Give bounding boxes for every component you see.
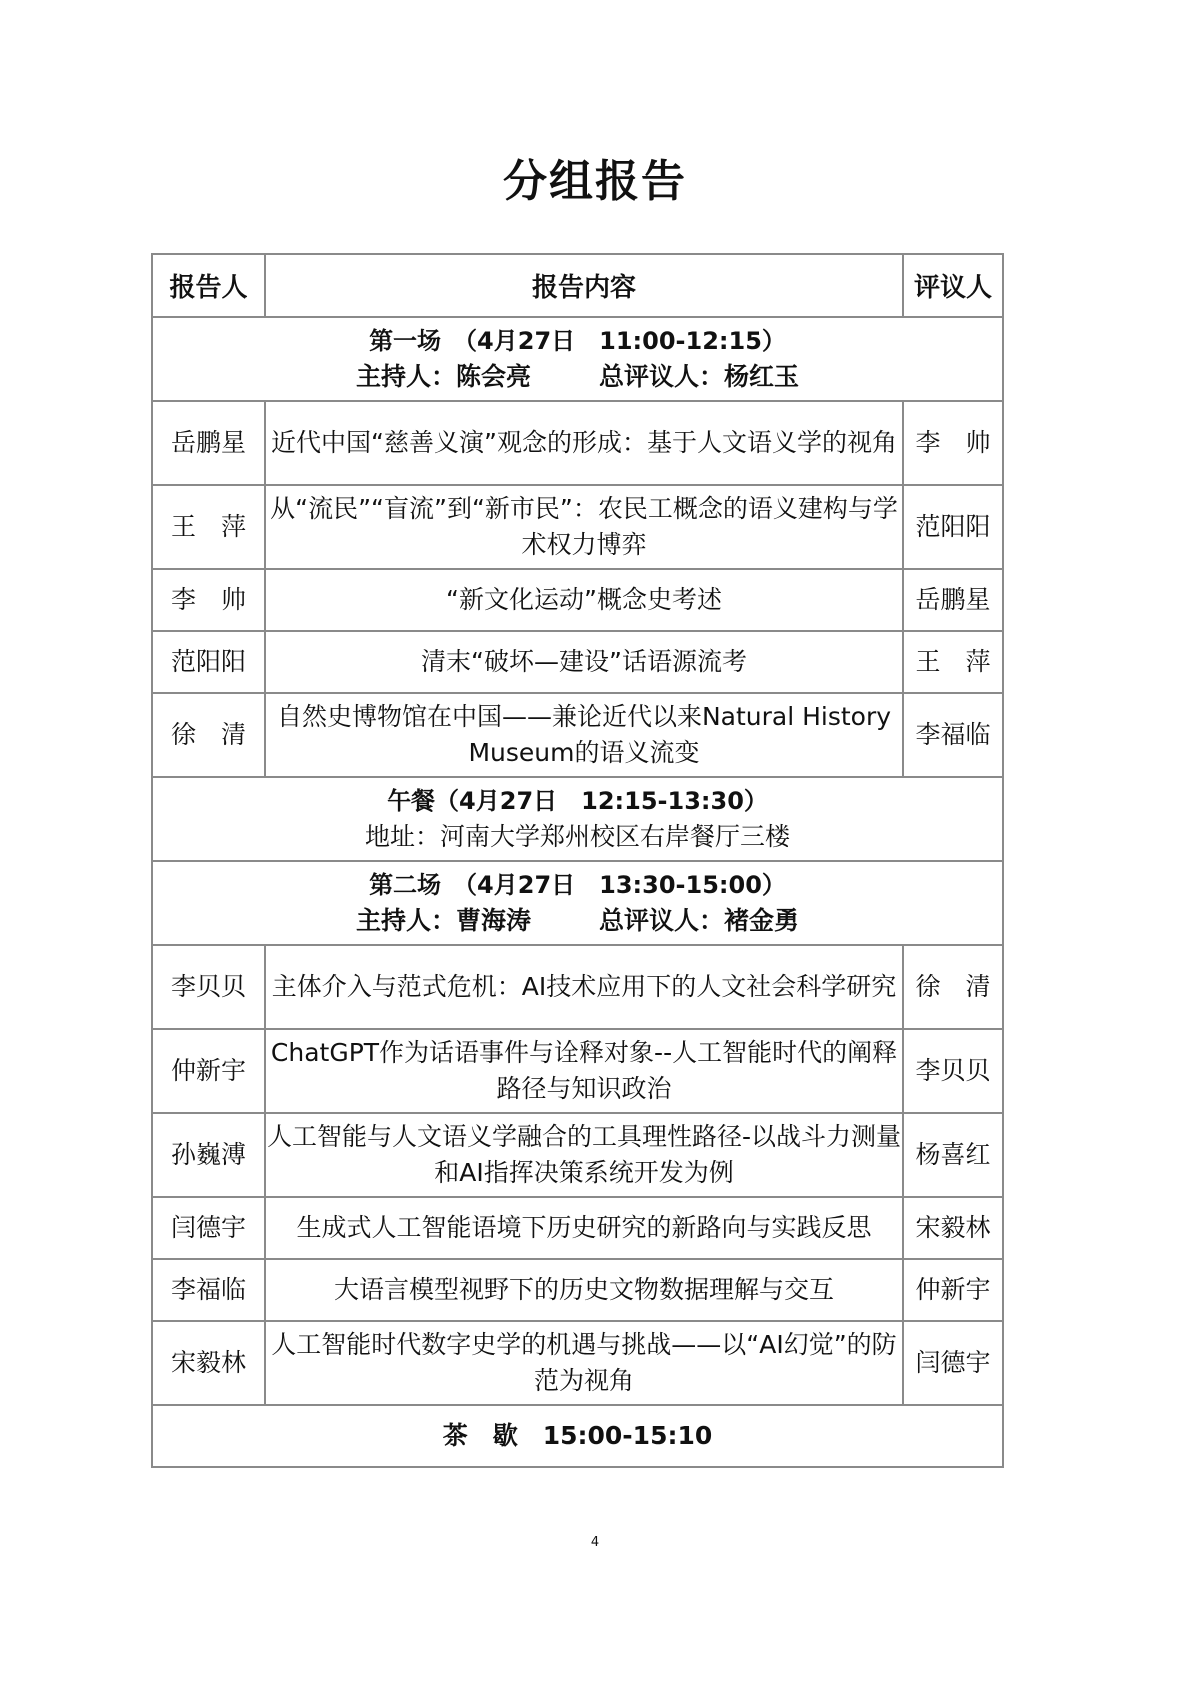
topic-cell: 生成式人工智能语境下历史研究的新路向与实践反思 xyxy=(265,1197,903,1259)
commentator-cell: 徐 清 xyxy=(903,945,1003,1029)
speaker-cell: 岳鹏星 xyxy=(152,401,265,485)
commentator-cell: 岳鹏星 xyxy=(903,569,1003,631)
table-row xyxy=(152,485,1003,569)
table-row xyxy=(152,401,1003,485)
commentator-cell: 杨喜红 xyxy=(903,1113,1003,1197)
commentator-cell: 王 萍 xyxy=(903,631,1003,693)
header-commentator: 评议人 xyxy=(903,254,1003,317)
topic-cell: 自然史博物馆在中国——兼论近代以来Natural History Museum的语义流变 xyxy=(265,693,903,777)
commentator-cell: 李福临 xyxy=(903,693,1003,777)
speaker-cell: 王 萍 xyxy=(152,485,265,569)
commentator-cell: 宋毅林 xyxy=(903,1197,1003,1259)
topic-cell: “新文化运动”概念史考述 xyxy=(265,569,903,631)
session-2-banner xyxy=(152,861,1003,945)
topic-cell: 大语言模型视野下的历史文物数据理解与交互 xyxy=(265,1259,903,1321)
header-row xyxy=(152,254,1003,317)
page-number: 4 xyxy=(590,1535,600,1550)
table-row xyxy=(152,1259,1003,1321)
speaker-cell: 李福临 xyxy=(152,1259,265,1321)
topic-cell: 人工智能与人文语义学融合的工具理性路径-以战斗力测量和AI指挥决策系统开发为例 xyxy=(265,1113,903,1197)
lunch-banner xyxy=(152,777,1003,861)
table-row xyxy=(152,1321,1003,1405)
topic-cell: 清末“破坏—建设”话语源流考 xyxy=(265,631,903,693)
lunch-address: 地址：河南大学郑州校区右岸餐厅三楼 xyxy=(364,822,790,851)
table-row xyxy=(152,1029,1003,1113)
topic-cell: 人工智能时代数字史学的机遇与挑战——以“AI幻觉”的防范为视角 xyxy=(265,1321,903,1405)
topic-cell: ChatGPT作为话语事件与诠释对象--人工智能时代的阐释路径与知识政治 xyxy=(265,1029,903,1113)
speaker-cell: 宋毅林 xyxy=(152,1321,265,1405)
tea-break-label: 茶 歇 15:00-15:10 xyxy=(152,1405,1003,1467)
lunch-time: 午餐（4月27日 12:15-13:30） xyxy=(387,787,768,815)
session-2-host: 主持人：曹海涛 xyxy=(355,906,531,935)
speaker-cell: 李 帅 xyxy=(152,569,265,631)
session-2-time: 第二场 （4月27日 13:30-15:00） xyxy=(369,871,786,899)
topic-cell: 从“流民”“盲流”到“新市民”：农民工概念的语义建构与学术权力博弈 xyxy=(265,485,903,569)
session-1-banner xyxy=(152,317,1003,401)
commentator-cell: 仲新宇 xyxy=(903,1259,1003,1321)
session-1-host: 主持人：陈会亮 xyxy=(355,362,531,391)
table-row xyxy=(152,1113,1003,1197)
header-topic: 报告内容 xyxy=(265,254,903,317)
topic-cell: 近代中国“慈善义演”观念的形成：基于人文语义学的视角 xyxy=(265,401,903,485)
page-title: 分组报告 xyxy=(503,156,687,207)
session-2-reviewer: 总评议人：褚金勇 xyxy=(599,906,800,935)
speaker-cell: 闫德宇 xyxy=(152,1197,265,1259)
topic-cell: 主体介入与范式危机：AI技术应用下的人文社会科学研究 xyxy=(265,945,903,1029)
commentator-cell: 李贝贝 xyxy=(903,1029,1003,1113)
commentator-cell: 李 帅 xyxy=(903,401,1003,485)
speaker-cell: 李贝贝 xyxy=(152,945,265,1029)
commentator-cell: 范阳阳 xyxy=(903,485,1003,569)
speaker-cell: 孙巍溥 xyxy=(152,1113,265,1197)
speaker-cell: 徐 清 xyxy=(152,693,265,777)
speaker-cell: 仲新宇 xyxy=(152,1029,265,1113)
table-row xyxy=(152,693,1003,777)
speaker-cell: 范阳阳 xyxy=(152,631,265,693)
session-1-time: 第一场 （4月27日 11:00-12:15） xyxy=(369,327,786,355)
table-row xyxy=(152,569,1003,631)
table-row xyxy=(152,631,1003,693)
session-1-reviewer: 总评议人：杨红玉 xyxy=(599,362,800,391)
tea-break-row xyxy=(152,1405,1003,1467)
table-row xyxy=(152,945,1003,1029)
schedule-table xyxy=(151,253,1004,1468)
header-speaker: 报告人 xyxy=(152,254,265,317)
commentator-cell: 闫德宇 xyxy=(903,1321,1003,1405)
table-row xyxy=(152,1197,1003,1259)
